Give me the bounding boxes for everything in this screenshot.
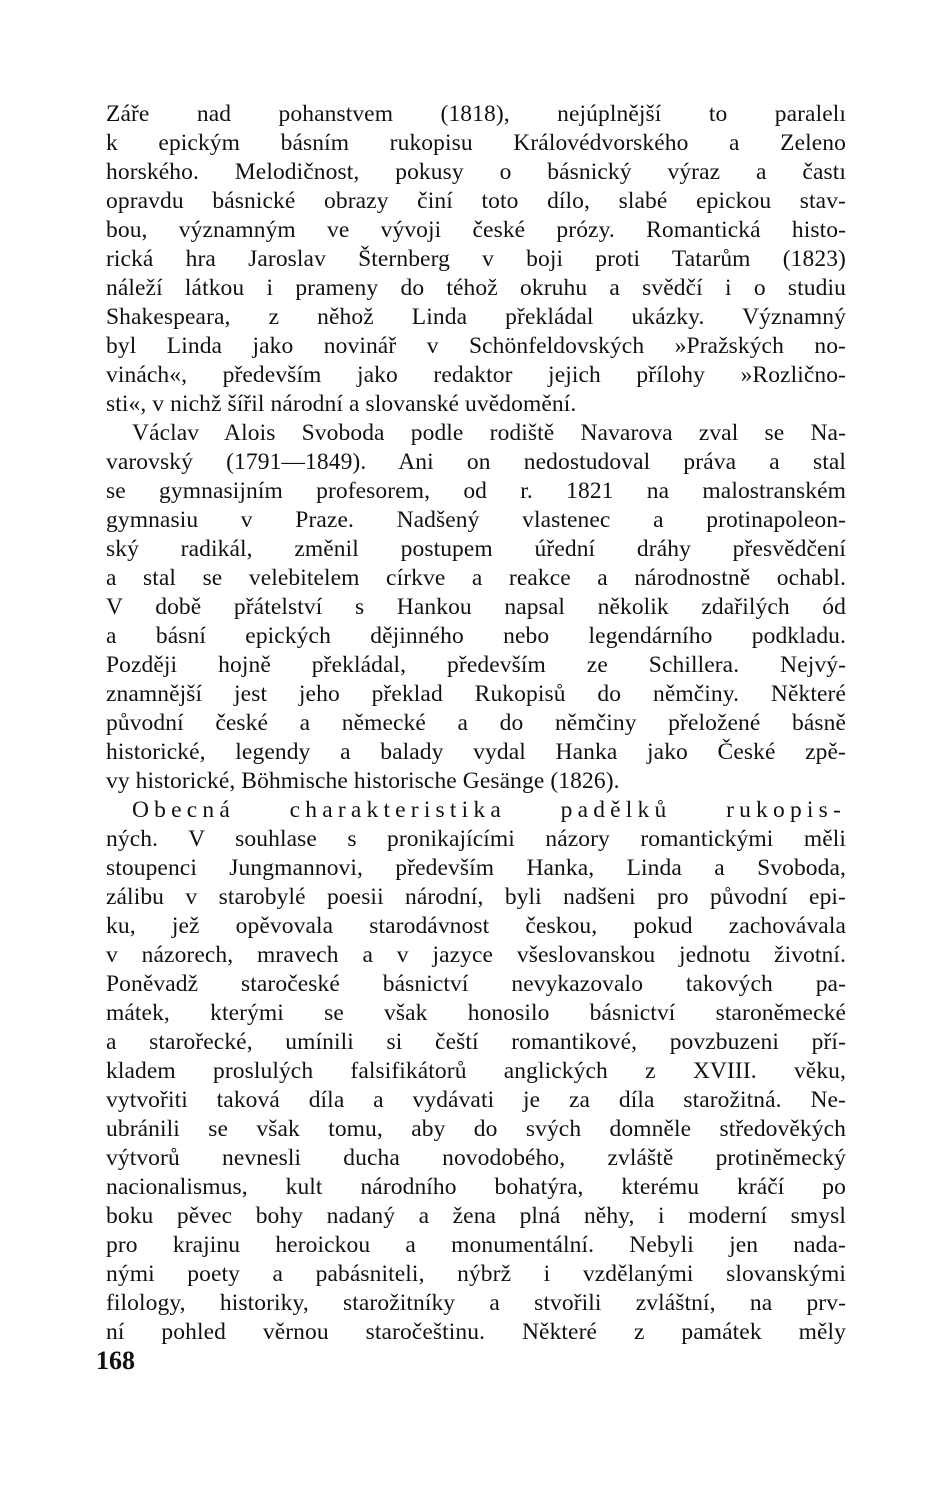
page-number: 168 <box>96 1346 135 1375</box>
text-line: nacionalismus, kult národního bohatýra, kterému kráčí po <box>106 1174 846 1200</box>
text-line: filology, historiky, starožitníky a stvořili zvláštní, na prv- <box>106 1290 846 1316</box>
text-line: mátek, kterými se však honosilo básnictví staroněmecké <box>106 1000 846 1026</box>
text-line: a stal se velebitelem církve a reakce a národnostně ochabl. <box>106 565 846 591</box>
text-line: V době přátelství s Hankou napsal několik zdařilých ód <box>106 594 846 620</box>
text-line: náleží látkou i prameny do téhož okruhu a svědčí i o studiu <box>106 275 846 301</box>
text-line: původní české a německé a do němčiny přeložené básně <box>106 710 846 736</box>
text-line: ku, jež opěvovala starodávnost českou, pokud zachovávala <box>106 913 846 939</box>
text-line: kladem proslulých falsifikátorů anglických z XVIII. věku, <box>106 1058 846 1084</box>
text-line: výtvorů nevnesli ducha novodobého, zvláště protiněmecký <box>106 1145 846 1171</box>
text-line: rická hra Jaroslav Šternberg v boji proti Tatarům (1823) <box>106 246 846 272</box>
text-line: Poněvadž staročeské básnictví nevykazovalo takových pa- <box>106 971 846 997</box>
text-line: gymnasiu v Praze. Nadšený vlastenec a protinapoleon- <box>106 507 846 533</box>
text-line: Václav Alois Svoboda podle rodiště Navarova zval se Na- <box>132 420 846 446</box>
text-line: byl Linda jako novinář v Schönfeldovských »Pražských no- <box>106 333 846 359</box>
text-line: ubránili se však tomu, aby do svých domněle středověkých <box>106 1116 846 1142</box>
text-line: ní pohled věrnou staročeštinu. Některé z památek měly <box>106 1319 846 1345</box>
text-line: k epickým básním rukopisu Královédvorského a Zeleno <box>106 130 846 156</box>
text-line: nými poety a pabásniteli, nýbrž i vzdělanými slovanskými <box>106 1261 846 1287</box>
text-line: zálibu v starobylé poesii národní, byli nadšeni pro původní epi- <box>106 884 846 910</box>
text-line: vy historické, Böhmische historische Gesänge (1826). <box>106 768 620 794</box>
text-line: znamnější jest jeho překlad Rukopisů do němčiny. Některé <box>106 681 846 707</box>
text-line: Později hojně překládal, především ze Schillera. Nejvý- <box>106 652 846 678</box>
text-line: se gymnasijním profesorem, od r. 1821 na malostranském <box>106 478 846 504</box>
text-line: Obecná charakteristika padělků rukopis- <box>132 797 846 823</box>
text-line: vytvořiti taková díla a vydávati je za díla starožitná. Ne- <box>106 1087 846 1113</box>
text-line: historické, legendy a balady vydal Hanka jako České zpě- <box>106 739 846 765</box>
text-line: opravdu básnické obrazy činí toto dílo, slabé epickou stav- <box>106 188 846 214</box>
text-line: varovský (1791—1849). Ani on nedostudoval práva a stal <box>106 449 846 475</box>
text-line: bou, významným ve vývoji české prózy. Romantická histo- <box>106 217 846 243</box>
text-line: ných. V souhlase s pronikajícími názory romantickými měli <box>106 826 846 852</box>
text-line: stoupenci Jungmannovi, především Hanka, Linda a Svoboda, <box>106 855 846 881</box>
text-line: boku pěvec bohy nadaný a žena plná něhy, i moderní smysl <box>106 1203 846 1229</box>
text-line: a starořecké, umínili si čeští romantikové, povzbuzeni pří- <box>106 1029 846 1055</box>
text-line: vinách«, především jako redaktor jejich přílohy »Rozličnо- <box>106 362 846 388</box>
text-line: sti«, v nichž šířil národní a slovanské uvědomění. <box>106 391 577 417</box>
text-line: v názorech, mravech a v jazyce všeslovanskou jednotu životní. <box>106 942 846 968</box>
text-line: ský radikál, změnil postupem úřední dráhy přesvědčení <box>106 536 846 562</box>
text-line: Shakespeara, z něhož Linda překládal ukázky. Významný <box>106 304 846 330</box>
text-line: Záře nad pohanstvem (1818), nejúplnější to paralelı <box>106 101 846 127</box>
body-text <box>106 100 846 1347</box>
text-line: horského. Melodičnost, pokusy o básnický výraz a častı <box>106 159 846 185</box>
text-line: a básní epických dějinného nebo legendárního podkladu. <box>106 623 846 649</box>
text-line: pro krajinu heroickou a monumentální. Nebyli jen nada- <box>106 1232 846 1258</box>
